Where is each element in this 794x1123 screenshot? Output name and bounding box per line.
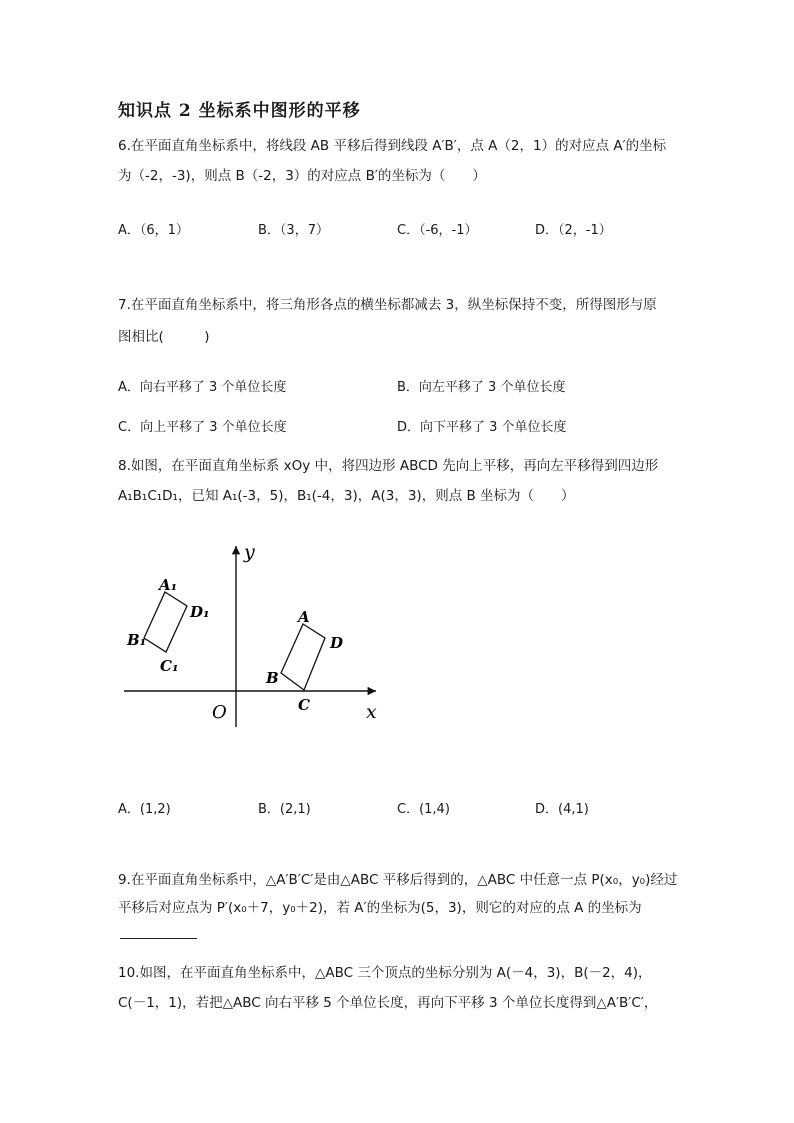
q6-option-d: D．（2，-1）: [535, 223, 612, 238]
q7-option-d: D．向下平移了 3 个单位长度: [397, 420, 567, 435]
label-d: D: [330, 634, 344, 652]
q6-option-c: C．（-6，-1）: [397, 223, 478, 238]
label-a1: A₁: [159, 576, 178, 594]
question-8-line-1: 8.如图，在平面直角坐标系 xOy 中，将四边形 ABCD 先向上平移，再向左平移得到四边形: [118, 458, 659, 474]
y-axis-label: y: [244, 541, 255, 563]
label-b: B: [266, 669, 279, 687]
question-9-line-2: 平移后对应点为 P′(x₀＋7，y₀＋2)，若 A′的坐标为(5，3)，则它的对应的点 A 的坐标为: [118, 900, 642, 916]
answer-blank: [120, 938, 197, 939]
label-a: A: [298, 608, 310, 626]
question-6-line-2: 为（-2，-3)，则点 B（-2，3）的对应点 B′的坐标为（ ）: [118, 168, 486, 184]
question-10-line-2: C(－1，1)，若把△ABC 向右平移 5 个单位长度，再向下平移 3 个单位长度得到△A′B′C′，: [118, 995, 658, 1011]
q7-option-a: A．向右平移了 3 个单位长度: [118, 380, 287, 395]
q6-option-a: A．（6，1）: [118, 223, 189, 238]
q8-option-b: B．(2,1): [258, 802, 311, 817]
q8-option-d: D．(4,1): [535, 802, 589, 817]
question-10-line-1: 10.如图，在平面直角坐标系中，△ABC 三个顶点的坐标分别为 A(－4，3)，B(－2，4)，: [118, 965, 652, 981]
label-b1: B₁: [127, 631, 147, 649]
label-c: C: [298, 696, 310, 714]
x-axis-label: x: [366, 701, 377, 723]
question-6-line-1: 6.在平面直角坐标系中，将线段 AB 平移后得到线段 A′B′，点 A（2，1）的对应点 A′的坐标: [118, 138, 667, 154]
q7-option-c: C．向上平移了 3 个单位长度: [118, 420, 287, 435]
q6-option-b: B．（3，7）: [258, 223, 329, 238]
question-8-line-2: A₁B₁C₁D₁，已知 A₁(-3，5)，B₁(-4，3)，A(3，3)，则点 B 坐标为（ ）: [118, 488, 575, 504]
q8-option-c: C．(1,4): [397, 802, 450, 817]
quadrilateral-abcd: [281, 624, 325, 690]
question-7-line-2: 图相比( ): [118, 329, 210, 345]
label-c1: C₁: [160, 657, 179, 675]
q8-option-a: A．(1,2): [118, 802, 171, 817]
section-title: 知识点 2 坐标系中图形的平移: [118, 101, 361, 121]
quadrilateral-a1b1c1d1: [144, 592, 187, 652]
label-d1: D₁: [190, 603, 210, 621]
origin-label: O: [212, 702, 227, 723]
q7-option-b: B．向左平移了 3 个单位长度: [397, 380, 566, 395]
question-7-line-1: 7.在平面直角坐标系中，将三角形各点的横坐标都减去 3，纵坐标保持不变，所得图形与原: [118, 297, 657, 313]
question-9-line-1: 9.在平面直角坐标系中，△A′B′C′是由△ABC 平移后得到的，△ABC 中任意一点 P(x₀，y₀)经过: [118, 872, 678, 888]
